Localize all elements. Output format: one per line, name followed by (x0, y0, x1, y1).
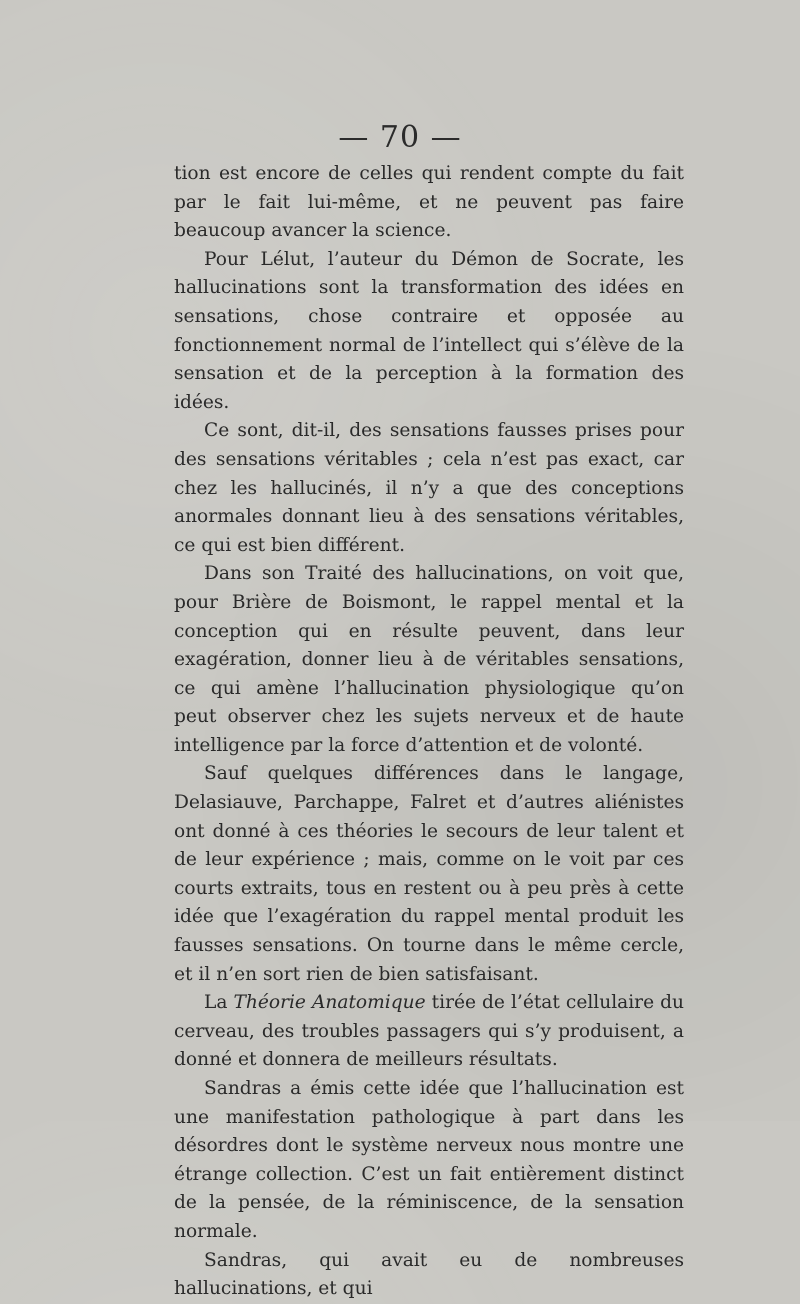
paragraph-5: Sauf quelques différences dans le langage, Delasiauve, Parchappe, Falret et d’autres aliénistes ont donné à ces théories le secours de leur talent et de leur expérience ; mais, comme on le voit par ces courts extraits, tous en restent ou à peu près à cette idée que l’exagération du rappel mental produit les fausses sensations. On tourne dans le même cercle, et il n’en sort rien de bien satisfaisant. (174, 763, 684, 985)
paragraph-3: Ce sont, dit-il, des sensations fausses prises pour des sensations véritables ; cela n’est pas exact, car chez les hallucinés, il n’y a que des conceptions anormales donnant lieu à des sensations véritables, ce qui est bien différent. (174, 420, 684, 556)
paragraph-7: Sandras a émis cette idée que l’hallucination est une manifestation pathologique à part dans les désordres dont le système nerveux nous montre une étrange collection. C’est un fait entièrement distinct de la pensée, de la réminiscence, de la sensation normale. (174, 1078, 684, 1242)
paragraph-2: Pour Lélut, l’auteur du Démon de Socrate, les hallucinations sont la transformation des idées en sensations, chose contraire et opposée au fonctionnement normal de l’intellect qui s’élève de la sensation et de la perception à la formation des idées. (174, 248, 684, 413)
italic-title: Théorie Anatomique (233, 992, 426, 1014)
page-number: — 70 — (338, 120, 462, 155)
paragraph-8: Sandras, qui avait eu de nombreuses hallucinations, et qui (174, 1249, 684, 1300)
paragraph-4: Dans son Traité des hallucinations, on voit que, pour Brière de Boismont, le rappel mental et la conception qui en résulte peuvent, dans leur exagération, donner lieu à de véritables sensations, ce qui amène l’hallucination physiologique qu’on peut observer chez les sujets nerveux et de haute intelligence par la force d’attention et de volonté. (174, 563, 684, 756)
paragraph-6 (174, 989, 684, 1075)
body-text (174, 160, 684, 1304)
paragraph-6-start: La (204, 992, 234, 1014)
paragraph-6-end: tirée de l’état cellulaire du cerveau, des troubles passagers qui s’y produisent, a donné et donnera de meilleurs résultats. (174, 992, 685, 1071)
paragraph-1: tion est encore de celles qui rendent compte du fait par le fait lui-même, et ne peuvent pas faire beaucoup avancer la science. (174, 163, 684, 242)
